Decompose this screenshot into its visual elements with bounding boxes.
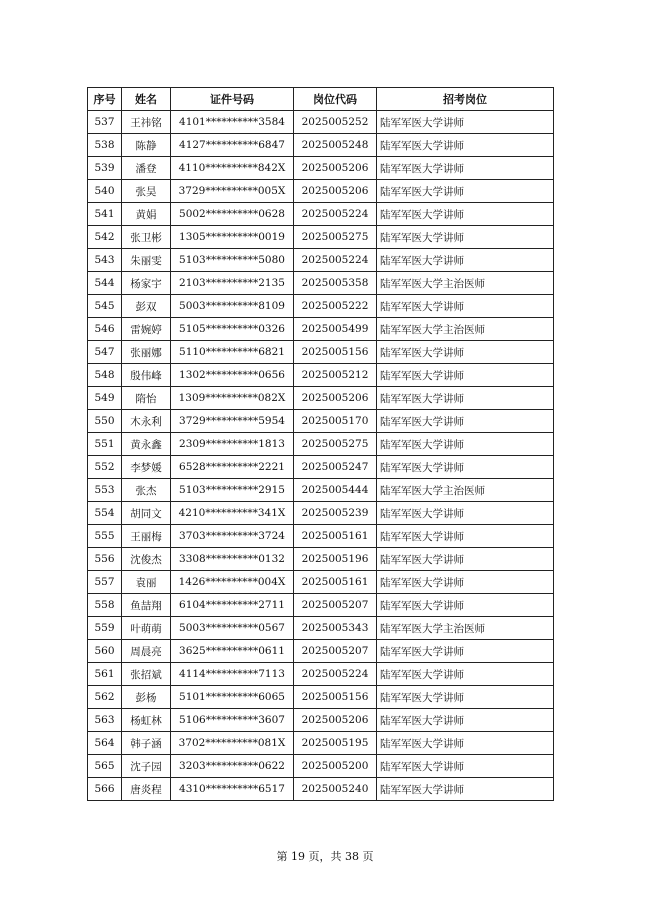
table-row <box>88 295 554 318</box>
cell-post-code: 2025005195 <box>294 732 377 755</box>
page-footer: 第 19 页，共 38 页 <box>276 850 374 863</box>
cell-index: 552 <box>88 456 122 479</box>
cell-post-code: 2025005247 <box>294 456 377 479</box>
table-row <box>88 617 554 640</box>
cell-id-number: 4114**********7113 <box>171 663 294 686</box>
cell-name: 张丽娜 <box>122 341 171 364</box>
cell-name: 张昊 <box>122 180 171 203</box>
cell-name: 杨虹林 <box>122 709 171 732</box>
cell-id-number: 3729**********005X <box>171 180 294 203</box>
cell-id-number: 6104**********2711 <box>171 594 294 617</box>
cell-index: 565 <box>88 755 122 778</box>
cell-index: 548 <box>88 364 122 387</box>
table-row <box>88 111 554 134</box>
cell-post-code: 2025005206 <box>294 180 377 203</box>
cell-name: 张招斌 <box>122 663 171 686</box>
table-row <box>88 433 554 456</box>
table-row <box>88 571 554 594</box>
cell-index: 559 <box>88 617 122 640</box>
cell-id-number: 4127**********6847 <box>171 134 294 157</box>
cell-post-title: 陆军军医大学讲师 <box>377 433 554 456</box>
cell-id-number: 3625**********0611 <box>171 640 294 663</box>
cell-post-code: 2025005275 <box>294 433 377 456</box>
cell-id-number: 4210**********341X <box>171 502 294 525</box>
cell-id-number: 5101**********6065 <box>171 686 294 709</box>
cell-post-code: 2025005212 <box>294 364 377 387</box>
cell-name: 隋怡 <box>122 387 171 410</box>
cell-post-title: 陆军军医大学讲师 <box>377 157 554 180</box>
cell-index: 547 <box>88 341 122 364</box>
table-row <box>88 548 554 571</box>
cell-post-title: 陆军军医大学讲师 <box>377 226 554 249</box>
cell-post-title: 陆军军医大学讲师 <box>377 111 554 134</box>
cell-post-title: 陆军军医大学讲师 <box>377 594 554 617</box>
cell-post-title: 陆军军医大学讲师 <box>377 640 554 663</box>
header-name: 姓名 <box>122 88 171 111</box>
table-row <box>88 157 554 180</box>
cell-post-title: 陆军军医大学讲师 <box>377 456 554 479</box>
cell-id-number: 5105**********0326 <box>171 318 294 341</box>
cell-index: 545 <box>88 295 122 318</box>
table-row <box>88 479 554 502</box>
cell-post-code: 2025005156 <box>294 686 377 709</box>
cell-post-title: 陆军军医大学主治医师 <box>377 617 554 640</box>
cell-post-title: 陆军军医大学讲师 <box>377 663 554 686</box>
cell-name: 袁丽 <box>122 571 171 594</box>
cell-post-code: 2025005358 <box>294 272 377 295</box>
cell-index: 541 <box>88 203 122 226</box>
cell-id-number: 3702**********081X <box>171 732 294 755</box>
header-id-number: 证件号码 <box>171 88 294 111</box>
cell-post-code: 2025005224 <box>294 249 377 272</box>
cell-id-number: 4310**********6517 <box>171 778 294 801</box>
cell-post-title: 陆军军医大学讲师 <box>377 732 554 755</box>
cell-id-number: 2103**********2135 <box>171 272 294 295</box>
cell-id-number: 5103**********5080 <box>171 249 294 272</box>
table-row <box>88 203 554 226</box>
candidate-table <box>87 87 554 801</box>
cell-name: 韩子涵 <box>122 732 171 755</box>
table-row <box>88 134 554 157</box>
cell-name: 鱼喆翔 <box>122 594 171 617</box>
header-post-code: 岗位代码 <box>294 88 377 111</box>
cell-post-title: 陆军军医大学讲师 <box>377 134 554 157</box>
table-row <box>88 341 554 364</box>
cell-index: 560 <box>88 640 122 663</box>
table-row <box>88 709 554 732</box>
cell-post-code: 2025005248 <box>294 134 377 157</box>
header-post-title: 招考岗位 <box>377 88 554 111</box>
table-row <box>88 686 554 709</box>
cell-name: 王丽梅 <box>122 525 171 548</box>
cell-post-title: 陆军军医大学讲师 <box>377 709 554 732</box>
cell-post-title: 陆军军医大学讲师 <box>377 180 554 203</box>
cell-post-code: 2025005200 <box>294 755 377 778</box>
cell-name: 张杰 <box>122 479 171 502</box>
cell-name: 木永利 <box>122 410 171 433</box>
cell-index: 566 <box>88 778 122 801</box>
cell-index: 543 <box>88 249 122 272</box>
table-body <box>88 111 554 801</box>
table-row <box>88 226 554 249</box>
cell-index: 549 <box>88 387 122 410</box>
cell-post-title: 陆军军医大学主治医师 <box>377 479 554 502</box>
cell-id-number: 3203**********0622 <box>171 755 294 778</box>
table-row <box>88 180 554 203</box>
table-row <box>88 502 554 525</box>
cell-post-title: 陆军军医大学讲师 <box>377 755 554 778</box>
cell-name: 王祎铭 <box>122 111 171 134</box>
cell-index: 537 <box>88 111 122 134</box>
cell-post-code: 2025005156 <box>294 341 377 364</box>
cell-name: 雷婉婷 <box>122 318 171 341</box>
cell-post-title: 陆军军医大学讲师 <box>377 778 554 801</box>
cell-index: 540 <box>88 180 122 203</box>
cell-post-title: 陆军军医大学讲师 <box>377 548 554 571</box>
cell-name: 殷伟峰 <box>122 364 171 387</box>
cell-post-title: 陆军军医大学讲师 <box>377 341 554 364</box>
cell-post-code: 2025005499 <box>294 318 377 341</box>
cell-post-title: 陆军军医大学讲师 <box>377 502 554 525</box>
cell-name: 彭双 <box>122 295 171 318</box>
cell-name: 周晨亮 <box>122 640 171 663</box>
cell-index: 562 <box>88 686 122 709</box>
cell-id-number: 1302**********0656 <box>171 364 294 387</box>
cell-id-number: 1305**********0019 <box>171 226 294 249</box>
cell-post-title: 陆军军医大学讲师 <box>377 686 554 709</box>
cell-id-number: 5003**********8109 <box>171 295 294 318</box>
cell-post-code: 2025005240 <box>294 778 377 801</box>
cell-index: 553 <box>88 479 122 502</box>
cell-post-code: 2025005239 <box>294 502 377 525</box>
cell-name: 彭杨 <box>122 686 171 709</box>
cell-post-title: 陆军军医大学讲师 <box>377 525 554 548</box>
cell-index: 546 <box>88 318 122 341</box>
cell-post-code: 2025005275 <box>294 226 377 249</box>
cell-post-title: 陆军军医大学讲师 <box>377 387 554 410</box>
cell-post-code: 2025005161 <box>294 571 377 594</box>
cell-name: 黄娟 <box>122 203 171 226</box>
cell-id-number: 3729**********5954 <box>171 410 294 433</box>
cell-id-number: 2309**********1813 <box>171 433 294 456</box>
cell-post-code: 2025005207 <box>294 640 377 663</box>
cell-name: 杨家宇 <box>122 272 171 295</box>
cell-index: 550 <box>88 410 122 433</box>
cell-id-number: 6528**********2221 <box>171 456 294 479</box>
cell-post-title: 陆军军医大学讲师 <box>377 295 554 318</box>
cell-post-title: 陆军军医大学主治医师 <box>377 272 554 295</box>
table-row <box>88 364 554 387</box>
cell-name: 沈子园 <box>122 755 171 778</box>
cell-id-number: 1426**********004X <box>171 571 294 594</box>
cell-id-number: 5002**********0628 <box>171 203 294 226</box>
cell-post-title: 陆军军医大学讲师 <box>377 249 554 272</box>
cell-id-number: 4101**********3584 <box>171 111 294 134</box>
cell-index: 551 <box>88 433 122 456</box>
table-row <box>88 594 554 617</box>
cell-index: 558 <box>88 594 122 617</box>
cell-id-number: 5103**********2915 <box>171 479 294 502</box>
cell-id-number: 4110**********842X <box>171 157 294 180</box>
table-row <box>88 456 554 479</box>
cell-name: 朱丽雯 <box>122 249 171 272</box>
table-row <box>88 663 554 686</box>
cell-index: 564 <box>88 732 122 755</box>
header-index: 序号 <box>88 88 122 111</box>
cell-id-number: 5003**********0567 <box>171 617 294 640</box>
cell-index: 542 <box>88 226 122 249</box>
cell-index: 539 <box>88 157 122 180</box>
table-header-row <box>88 88 554 111</box>
table-row <box>88 272 554 295</box>
cell-index: 563 <box>88 709 122 732</box>
cell-name: 潘登 <box>122 157 171 180</box>
table-row <box>88 732 554 755</box>
cell-post-code: 2025005252 <box>294 111 377 134</box>
cell-post-code: 2025005170 <box>294 410 377 433</box>
table-row <box>88 318 554 341</box>
cell-post-code: 2025005206 <box>294 387 377 410</box>
table-row <box>88 640 554 663</box>
cell-name: 黄永鑫 <box>122 433 171 456</box>
cell-index: 544 <box>88 272 122 295</box>
table-row <box>88 410 554 433</box>
cell-index: 555 <box>88 525 122 548</box>
cell-index: 538 <box>88 134 122 157</box>
cell-post-code: 2025005343 <box>294 617 377 640</box>
table-row <box>88 525 554 548</box>
cell-id-number: 3703**********3724 <box>171 525 294 548</box>
cell-post-code: 2025005224 <box>294 663 377 686</box>
cell-post-code: 2025005207 <box>294 594 377 617</box>
cell-name: 胡同文 <box>122 502 171 525</box>
cell-name: 张卫彬 <box>122 226 171 249</box>
cell-id-number: 5110**********6821 <box>171 341 294 364</box>
table-row <box>88 387 554 410</box>
table-row <box>88 249 554 272</box>
table-row <box>88 755 554 778</box>
cell-post-code: 2025005196 <box>294 548 377 571</box>
cell-post-code: 2025005224 <box>294 203 377 226</box>
cell-post-title: 陆军军医大学讲师 <box>377 410 554 433</box>
cell-id-number: 1309**********082X <box>171 387 294 410</box>
cell-index: 557 <box>88 571 122 594</box>
cell-index: 556 <box>88 548 122 571</box>
table-row <box>88 778 554 801</box>
cell-post-code: 2025005222 <box>294 295 377 318</box>
cell-id-number: 5106**********3607 <box>171 709 294 732</box>
cell-post-code: 2025005206 <box>294 157 377 180</box>
cell-post-code: 2025005206 <box>294 709 377 732</box>
cell-index: 561 <box>88 663 122 686</box>
cell-name: 沈俊杰 <box>122 548 171 571</box>
cell-index: 554 <box>88 502 122 525</box>
cell-id-number: 3308**********0132 <box>171 548 294 571</box>
cell-name: 唐炎程 <box>122 778 171 801</box>
cell-name: 陈静 <box>122 134 171 157</box>
cell-post-title: 陆军军医大学讲师 <box>377 364 554 387</box>
cell-post-title: 陆军军医大学讲师 <box>377 571 554 594</box>
cell-post-code: 2025005444 <box>294 479 377 502</box>
cell-post-code: 2025005161 <box>294 525 377 548</box>
cell-post-title: 陆军军医大学讲师 <box>377 203 554 226</box>
cell-post-title: 陆军军医大学主治医师 <box>377 318 554 341</box>
cell-name: 叶萌萌 <box>122 617 171 640</box>
cell-name: 李梦媛 <box>122 456 171 479</box>
